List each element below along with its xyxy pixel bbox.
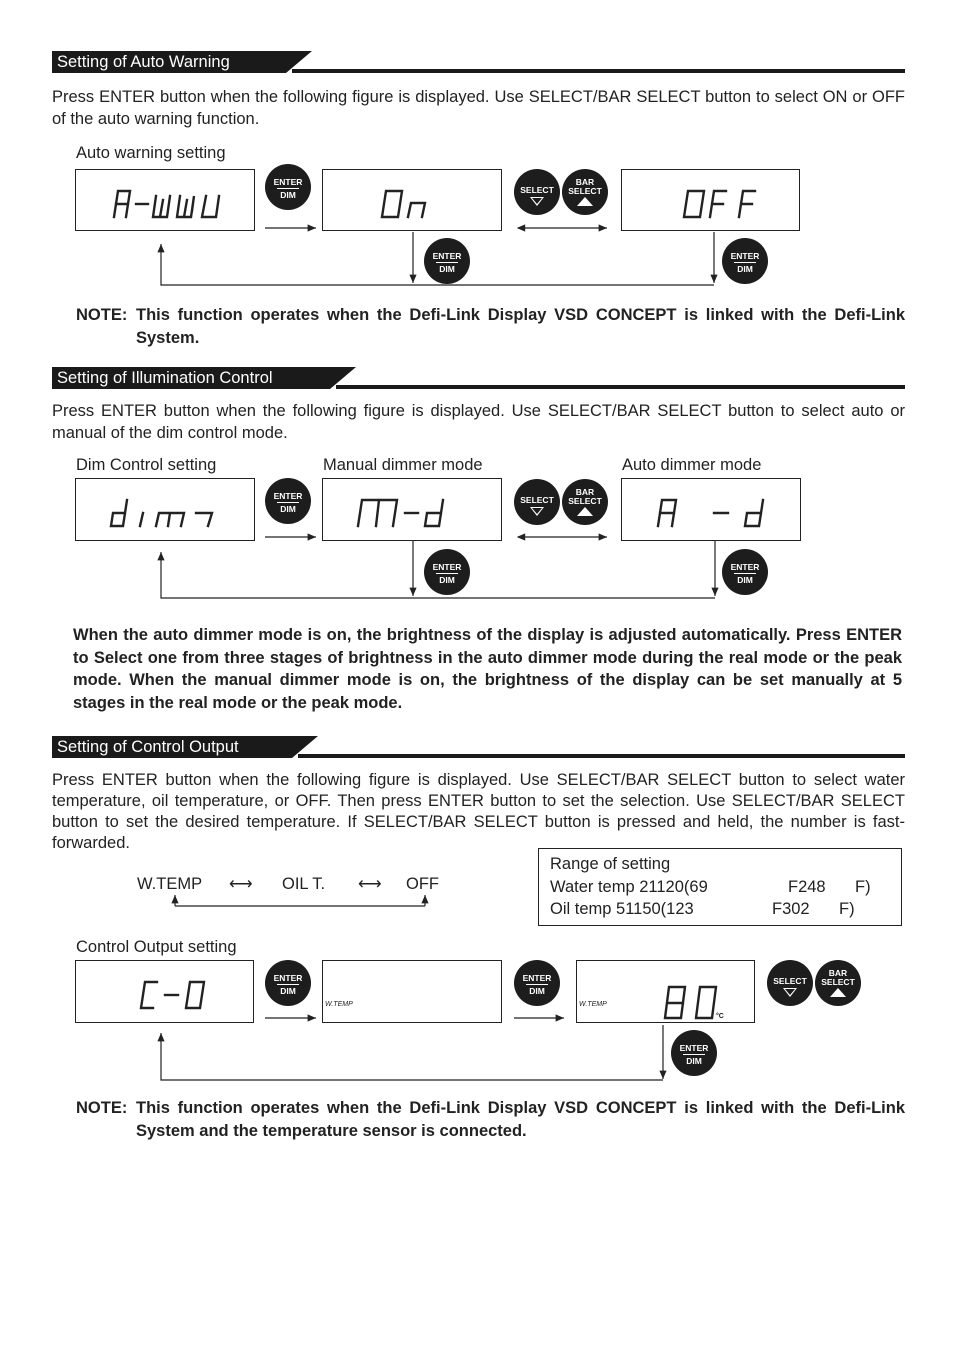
header-rule	[336, 385, 905, 389]
note-control-output	[76, 1097, 905, 1143]
dim-label: DIM	[439, 264, 455, 274]
enter-label: ENTER	[730, 251, 760, 261]
enter-label: ENTER	[730, 562, 760, 572]
diagram-label-auto: Auto dimmer mode	[622, 456, 762, 474]
lcd-display-co	[75, 960, 254, 1023]
enter-label: ENTER	[522, 973, 552, 983]
button-divider	[436, 262, 458, 263]
select-button[interactable]	[514, 479, 560, 525]
lcd-display-80	[576, 960, 755, 1023]
lcd-segments-md	[323, 479, 501, 540]
bar-select-sub-label: SELECT	[821, 977, 855, 987]
enter-dim-button[interactable]	[265, 478, 311, 524]
enter-dim-button[interactable]	[424, 549, 470, 595]
enter-dim-button[interactable]	[722, 238, 768, 284]
down-triangle-icon	[530, 507, 544, 516]
range-water-end: F)	[855, 877, 871, 896]
lcd-segments-co	[76, 961, 253, 1022]
dim-label: DIM	[280, 504, 296, 514]
section-title: Setting of Control Output	[52, 736, 292, 758]
range-oil-label: Oil temp 51150(123	[550, 900, 694, 918]
enter-label: ENTER	[432, 562, 462, 572]
down-triangle-icon	[783, 988, 797, 997]
enter-dim-button[interactable]	[722, 549, 768, 595]
bar-select-label	[562, 488, 608, 506]
range-water-label: Water temp 21120(69	[550, 877, 708, 896]
unit-celsius: °C	[716, 1013, 724, 1020]
dim-label: DIM	[280, 986, 296, 996]
dimmer-explanation: When the auto dimmer mode is on, the brightness of the display is adjusted automatically. Press ENTER to Select one from three stages of brightness in the auto dimmer mode during the real mode or the peak mode. When the manual dimmer mode is on, the brightness of the display can be set manually at 5 stages in the real mode or the peak mode.	[73, 626, 902, 712]
lcd-mini-label: W.TEMP	[325, 1001, 353, 1008]
button-divider	[734, 262, 756, 263]
enter-dim-button[interactable]	[424, 238, 470, 284]
enter-label: ENTER	[273, 973, 303, 983]
dim-label: DIM	[439, 575, 455, 585]
button-divider	[734, 573, 756, 574]
lcd-mini-label: W.TEMP	[579, 1001, 607, 1008]
dim-label: DIM	[737, 264, 753, 274]
enter-dim-button[interactable]	[514, 960, 560, 1006]
section-header-control-output	[52, 736, 905, 758]
note-text: This function operates when the Defi-Link Display VSD CONCEPT is linked with the Defi-Link System.	[136, 306, 905, 347]
lcd-display-ad	[621, 478, 801, 541]
range-oil-row	[550, 898, 901, 921]
lcd-segments-dim	[76, 479, 254, 540]
bar-select-sub-label: SELECT	[568, 186, 602, 196]
up-triangle-icon	[577, 507, 593, 516]
lcd-display-off	[621, 169, 800, 231]
dim-label: DIM	[686, 1056, 702, 1066]
button-divider	[683, 1054, 705, 1055]
range-water-row	[550, 876, 901, 899]
button-divider	[436, 573, 458, 574]
enter-label: ENTER	[679, 1043, 709, 1053]
bar-select-button[interactable]	[562, 169, 608, 215]
header-rule	[298, 754, 905, 758]
cycle-arrow-1: ⟷	[229, 875, 253, 893]
enter-dim-button[interactable]	[671, 1030, 717, 1076]
range-title: Range of setting	[550, 855, 671, 873]
up-triangle-icon	[830, 988, 846, 997]
select-label: SELECT	[773, 976, 807, 986]
dim-label: DIM	[280, 190, 296, 200]
lcd-segments-off	[622, 170, 799, 230]
section-body: Press ENTER button when the following figure is displayed. Use SELECT/BAR SELECT button to select auto or manual of the dim control mode.	[52, 402, 905, 442]
bar-label: BAR	[575, 487, 595, 497]
note-lead: NOTE:	[76, 306, 128, 324]
lcd-segments-on	[323, 170, 501, 230]
diagram-label: Auto warning setting	[76, 144, 226, 162]
lcd-display-md	[322, 478, 502, 541]
cycle-off: OFF	[406, 875, 439, 893]
section-title: Setting of Illumination Control	[52, 367, 330, 389]
lcd-display-on	[322, 169, 502, 231]
bar-select-button[interactable]	[815, 960, 861, 1006]
section-header-auto-warning	[52, 51, 905, 73]
select-button[interactable]	[514, 169, 560, 215]
diagram-label: Control Output setting	[76, 938, 237, 956]
bar-label: BAR	[828, 968, 848, 978]
up-triangle-icon	[577, 197, 593, 206]
diagram-label-manual: Manual dimmer mode	[323, 456, 483, 474]
cycle-oil-t: OIL T.	[282, 875, 326, 893]
enter-label: ENTER	[273, 491, 303, 501]
lcd-display-wtemp	[322, 960, 502, 1023]
range-water-f: F248	[788, 877, 826, 896]
select-button[interactable]	[767, 960, 813, 1006]
range-of-setting-box	[538, 848, 902, 926]
enter-label: ENTER	[273, 177, 303, 187]
select-label: SELECT	[520, 185, 554, 195]
select-label: SELECT	[520, 495, 554, 505]
enter-dim-button[interactable]	[265, 164, 311, 210]
section-title: Setting of Auto Warning	[52, 51, 286, 73]
bar-select-label	[815, 969, 861, 987]
range-oil-f: F302	[772, 900, 810, 918]
bar-select-sub-label: SELECT	[568, 496, 602, 506]
dim-label: DIM	[529, 986, 545, 996]
note-auto-warning	[76, 304, 905, 350]
header-rule	[292, 69, 905, 73]
diagram-label-dim-control: Dim Control setting	[76, 456, 217, 474]
note-lead: NOTE:	[76, 1099, 128, 1117]
range-oil-end: F)	[839, 900, 855, 918]
lcd-segments-aw	[76, 170, 254, 230]
lcd-display-dim	[75, 478, 255, 541]
lcd-segments-80	[577, 961, 754, 1022]
cycle-arrow-2: ⟷	[358, 875, 382, 893]
section-body: Press ENTER button when the following figure is displayed. Use SELECT/BAR SELECT button to select water temperature, oil temperature, or OFF. Then press ENTER button to set the selection. Use SELECT/BAR SELECT button to set the desired temperature. If SELECT/BAR SELECT button is pressed and held, the number is fast-forwarded.	[52, 771, 905, 852]
note-text: This function operates when the Defi-Link Display VSD CONCEPT is linked with the Defi-Link System and the temperature sensor is connected.	[136, 1099, 905, 1140]
button-divider	[277, 502, 299, 503]
cycle-w-temp: W.TEMP	[137, 875, 203, 893]
dim-label: DIM	[737, 575, 753, 585]
lcd-display-aw	[75, 169, 255, 231]
enter-label: ENTER	[432, 251, 462, 261]
lcd-segments-ad	[622, 479, 800, 540]
enter-dim-button[interactable]	[265, 960, 311, 1006]
down-triangle-icon	[530, 197, 544, 206]
button-divider	[277, 188, 299, 189]
bar-label: BAR	[575, 177, 595, 187]
bar-select-button[interactable]	[562, 479, 608, 525]
button-divider	[277, 984, 299, 985]
bar-select-label	[562, 178, 608, 196]
section-header-illumination	[52, 367, 905, 389]
section-body: Press ENTER button when the following figure is displayed. Use SELECT/BAR SELECT button to select ON or OFF of the auto warning function.	[52, 88, 905, 128]
button-divider	[526, 984, 548, 985]
